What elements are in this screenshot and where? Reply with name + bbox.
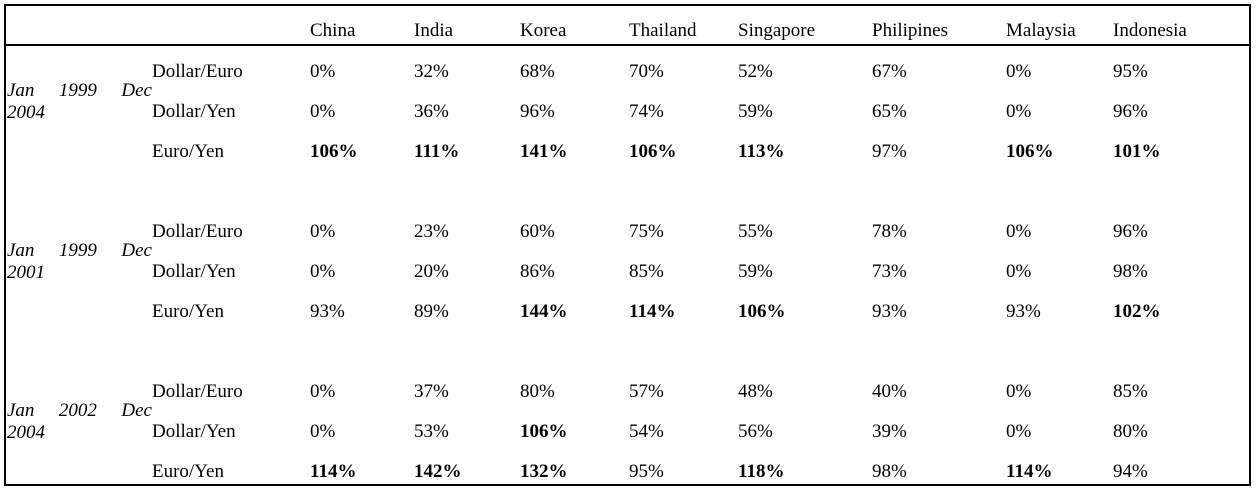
table-cell: 85% bbox=[629, 261, 664, 282]
table-cell: 36% bbox=[414, 101, 449, 122]
period-label: Jan 1999 Dec 2004 bbox=[7, 80, 152, 123]
table-cell: 114% bbox=[629, 301, 676, 322]
table-cell: 0% bbox=[1006, 101, 1032, 122]
table-cell: 86% bbox=[520, 261, 555, 282]
table-cell: 95% bbox=[1113, 61, 1148, 82]
table-cell: 106% bbox=[629, 141, 677, 162]
table-cell: 96% bbox=[1113, 221, 1148, 242]
table-cell: 0% bbox=[1006, 61, 1032, 82]
table-cell: 73% bbox=[872, 261, 907, 282]
table-cell: 118% bbox=[738, 461, 785, 482]
table-cell: 95% bbox=[629, 461, 664, 482]
table-cell: 59% bbox=[738, 101, 773, 122]
table-cell: 98% bbox=[872, 461, 907, 482]
table-cell: 0% bbox=[310, 101, 336, 122]
table-cell: 59% bbox=[738, 261, 773, 282]
table-cell: 32% bbox=[414, 61, 449, 82]
table-cell: 114% bbox=[1006, 461, 1053, 482]
table-cell: 93% bbox=[872, 301, 907, 322]
table-cell: 106% bbox=[1006, 141, 1054, 162]
table-cell: 85% bbox=[1113, 381, 1148, 402]
currency-pair-label: Euro/Yen bbox=[152, 301, 224, 322]
currency-pair-label: Dollar/Yen bbox=[152, 261, 236, 282]
table-cell: 93% bbox=[310, 301, 345, 322]
table-cell: 102% bbox=[1113, 301, 1161, 322]
table-cell: 0% bbox=[310, 61, 336, 82]
table-cell: 114% bbox=[310, 461, 357, 482]
table-cell: 111% bbox=[414, 141, 460, 162]
table-cell: 94% bbox=[1113, 461, 1148, 482]
table-cell: 39% bbox=[872, 421, 907, 442]
column-header: China bbox=[310, 20, 356, 41]
table-cell: 65% bbox=[872, 101, 907, 122]
currency-pair-label: Euro/Yen bbox=[152, 461, 224, 482]
column-header: Singapore bbox=[738, 20, 816, 41]
table-cell: 74% bbox=[629, 101, 664, 122]
column-header: Korea bbox=[520, 20, 567, 41]
table-cell: 0% bbox=[1006, 221, 1032, 242]
currency-pair-label: Euro/Yen bbox=[152, 141, 224, 162]
column-header: Thailand bbox=[629, 20, 697, 41]
table-cell: 93% bbox=[1006, 301, 1041, 322]
table-cell: 75% bbox=[629, 221, 664, 242]
table-cell: 20% bbox=[414, 261, 449, 282]
table-cell: 132% bbox=[520, 461, 568, 482]
table-cell: 78% bbox=[872, 221, 907, 242]
table-cell: 0% bbox=[310, 381, 336, 402]
table-cell: 89% bbox=[414, 301, 449, 322]
table-cell: 0% bbox=[1006, 381, 1032, 402]
table-cell: 55% bbox=[738, 221, 773, 242]
table-cell: 60% bbox=[520, 221, 555, 242]
table-cell: 98% bbox=[1113, 261, 1148, 282]
table-cell: 57% bbox=[629, 381, 664, 402]
table-cell: 56% bbox=[738, 421, 773, 442]
period-label: Jan 2002 Dec 2004 bbox=[7, 400, 152, 443]
table-cell: 113% bbox=[738, 141, 785, 162]
table-cell: 37% bbox=[414, 381, 449, 402]
table-cell: 80% bbox=[1113, 421, 1148, 442]
table-cell: 0% bbox=[310, 421, 336, 442]
table-cell: 141% bbox=[520, 141, 568, 162]
table-cell: 97% bbox=[872, 141, 907, 162]
column-header: Malaysia bbox=[1006, 20, 1076, 41]
table-cell: 0% bbox=[1006, 421, 1032, 442]
header-divider bbox=[4, 44, 1251, 46]
table-cell: 142% bbox=[414, 461, 462, 482]
currency-pair-label: Dollar/Euro bbox=[152, 381, 243, 402]
table-cell: 70% bbox=[629, 61, 664, 82]
column-header: Indonesia bbox=[1113, 20, 1187, 41]
table-cell: 80% bbox=[520, 381, 555, 402]
table-cell: 0% bbox=[310, 221, 336, 242]
table-cell: 48% bbox=[738, 381, 773, 402]
table-cell: 96% bbox=[520, 101, 555, 122]
currency-pair-label: Dollar/Yen bbox=[152, 421, 236, 442]
table-cell: 68% bbox=[520, 61, 555, 82]
table-cell: 0% bbox=[1006, 261, 1032, 282]
table-cell: 23% bbox=[414, 221, 449, 242]
currency-pair-label: Dollar/Euro bbox=[152, 221, 243, 242]
table-cell: 53% bbox=[414, 421, 449, 442]
table-cell: 0% bbox=[310, 261, 336, 282]
period-label: Jan 1999 Dec 2001 bbox=[7, 240, 152, 283]
table-cell: 144% bbox=[520, 301, 568, 322]
column-header: India bbox=[414, 20, 454, 41]
currency-pair-label: Dollar/Euro bbox=[152, 61, 243, 82]
table-cell: 40% bbox=[872, 381, 907, 402]
table-cell: 106% bbox=[520, 421, 568, 442]
table-cell: 101% bbox=[1113, 141, 1161, 162]
column-header: Philipines bbox=[872, 20, 949, 41]
table-cell: 67% bbox=[872, 61, 907, 82]
currency-pair-label: Dollar/Yen bbox=[152, 101, 236, 122]
table-cell: 96% bbox=[1113, 101, 1148, 122]
table-cell: 106% bbox=[310, 141, 358, 162]
table-cell: 54% bbox=[629, 421, 664, 442]
table-cell: 106% bbox=[738, 301, 786, 322]
table-cell: 52% bbox=[738, 61, 773, 82]
